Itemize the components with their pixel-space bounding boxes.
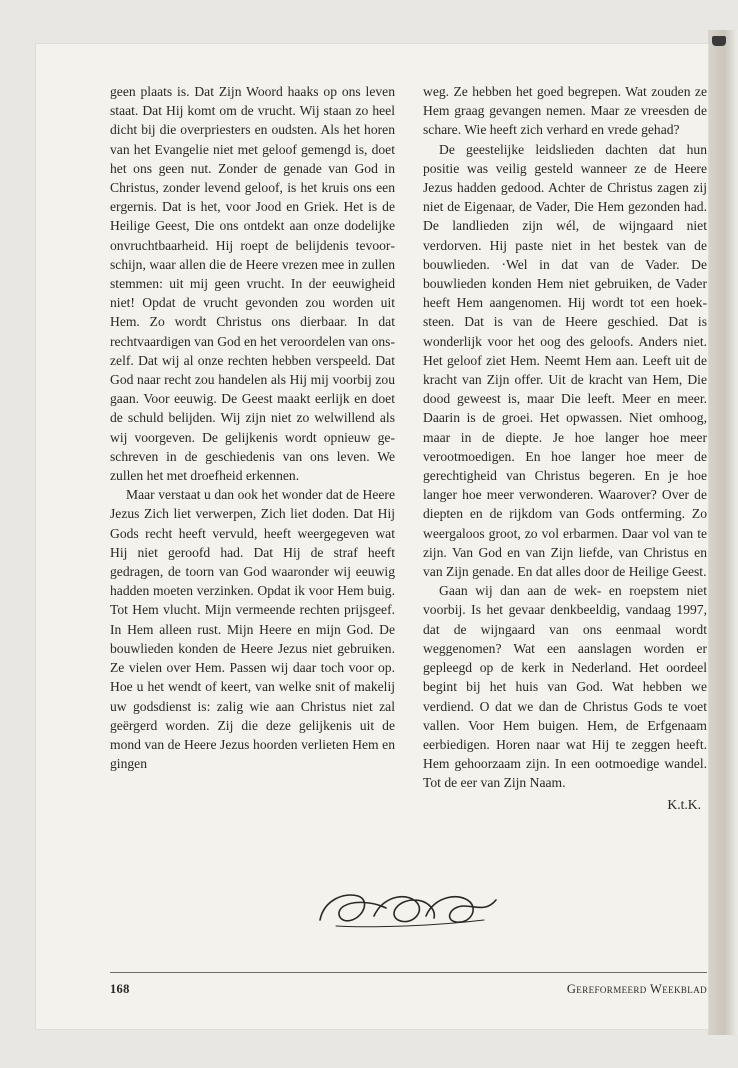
paragraph: weg. Ze hebben het goed begrepen. Wat zouden ze Hem graag gevangen nemen. Maar ze vreesden de schare. Wie heeft zich verhard en vrede gehad? xyxy=(423,84,707,138)
right-text-column xyxy=(423,82,707,814)
footer-rule xyxy=(110,972,707,973)
ornamental-flourish-icon xyxy=(314,886,502,930)
binding-clip xyxy=(712,36,726,46)
paragraph: Gaan wij dan aan de wek- en roepstem niet voorbij. Is het gevaar denkbeeldig, vandaag 1997, dat de wijngaard van ons eenmaal wordt weggenomen? Wat een aanslagen worden er gepleegd op de kerk in Nederland. Het oordeel begint bij het huis van God. Wat hebben we verdiend. O dat we dan de Christus Gods te voet vallen. Voor Hem buigen. Hem, de Erfgenaam eerbiedigen. Horen naar wat Hij te zeggen heeft. Hem gehoorzaam zijn. In een ootmoedige wandel. Tot de eer van Zijn Naam. xyxy=(423,583,707,791)
book-spine-shadow xyxy=(708,30,738,1035)
author-signature: K.t.K. xyxy=(667,796,701,812)
paragraph: Maar verstaat u dan ook het wonder dat de Heere Jezus Zich liet verwerpen, Zich liet doden. Dat Hij Gods recht heeft vervuld, heeft weergegeven wat Hij niet geroofd had. Dat Hij de straf heeft gedragen, de toorn van God waaronder wij eeuwig hadden moeten verzinken. Opdat ik voor Hem buig. Tot Hem vlucht. Mijn vermeende rechten prijsgeef. In Hem alleen rust. Mijn Heere en mijn God. De bouwlieden konden de Heere Jezus niet gebruiken. Ze vielen over Hem. Passen wij daar toch voor op. Hoe u het wendt of keert, van welke snit of makelij uw godsdienst is: zalig wie aan Christus niet zal geërgerd worden. Zij die deze gelijkenis uit de mond van de Heere Jezus hoorden verlieten Hem en gingen xyxy=(110,487,395,772)
paragraph: geen plaats is. Dat Zijn Woord haaks op ons leven staat. Dat Hij komt om de vrucht. Wij staan zo heel dicht bij die overpriesters en oudsten. Als het horen van het Evangelie niet met geloof gemengd is, doet het ons geen nut. Zonder de genade van God in Christus, zonder levend geloof, is het kruis ons een ergernis. Dat is het, voor Jood en Griek. Het is de Heilige Geest, Die ons ontdekt aan onze dodelijke onvruchtbaarheid. Hij roept de belijdenis tevoorschijn, waar allen die de Heere vrezen mee in zullen stemmen: uit mij geen vrucht. In der eeuwigheid niet! Opdat de vrucht gevonden zou worden uit Hem. Zo wordt Christus ons dierbaar. In dat rechtvaardigen van God en het veroordelen van onszelf. Dat wij al onze rechten hebben verspeeld. Dat God naar recht zou handelen als Hij mij voorbij zou gaan. Voor eeuwig. De Geest maakt eerlijk en doet de schuld belijden. Wij zijn niet zo welwillend als wij voorgeven. De gelijkenis wordt opnieuw geschreven in de geschiedenis van ons leven. We zullen het met droefheid erkennen. xyxy=(110,84,395,484)
paragraph: De geestelijke leidslieden dachten dat hun positie was veilig gesteld wanneer ze de Heere Jezus hadden gedood. Achter de Christus zagen zij niet de Eigenaar, de Vader, Die Hem gezonden had. De landlieden zijn wél, de wijngaard niet verdorven. Hij paste niet in het bestek van de bouwlieden. ·Wel in dat van de Vader. De bouwlieden konden Hem niet gebruiken, de Vader heeft Hem aangenomen. Hij wordt tot een hoeksteen. Dat is van de Heere geschied. Dat is wonderlijk voor het oog des geloofs. Anders niet. Het geloof ziet Hem. Neemt Hem aan. Leeft uit de kracht van Zijn offer. Uit de kracht van Hem, Die dood geweest is, maar Die leeft. Meer en meer. Daarin is de groei. Het opwassen. Niet omhoog, maar in de diepte. Je hoe langer hoe meer verootmoedigen. En hoe langer hoe meer de gerechtigheid van Christus begeren. En je hoe langer hoe meer verwonderen. Waarover? Over de diepten en de rijkdom van Gods ontferming. Zo weergaloos groot, zo vol erbarmen. Daar vol van te zijn. Van God en van Zijn liefde, van Christus en van Zijn genade. En dat alles door de Heilige Geest. xyxy=(423,141,707,580)
publication-name: Gereformeerd Weekblad xyxy=(566,982,707,996)
left-text-column xyxy=(110,82,395,773)
page-number: 168 xyxy=(110,982,130,996)
